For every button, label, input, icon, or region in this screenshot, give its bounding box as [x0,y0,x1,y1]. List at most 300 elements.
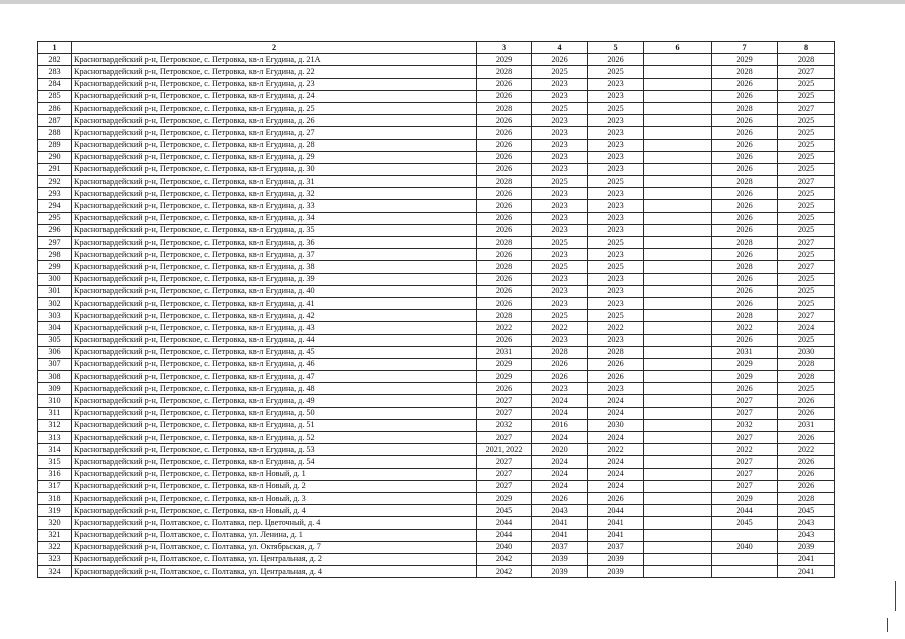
row-number-cell: 320 [38,517,72,529]
value-cell-4: 2024 [532,432,588,444]
value-cell-4: 2022 [532,322,588,334]
value-cell-4: 2024 [532,456,588,468]
table-row [38,553,835,565]
value-cell-8: 2025 [778,212,835,224]
value-cell-5: 2024 [588,407,644,419]
row-number-cell: 313 [38,432,72,444]
value-cell-7: 2026 [712,78,778,90]
document-page [37,41,834,578]
value-cell-4: 2023 [532,285,588,297]
value-cell-8: 2028 [778,492,835,504]
value-cell-8: 2028 [778,54,835,66]
address-cell: Красногвардейский р-н, Петровское, с. Петровка, кв-л Егудина, д. 49 [72,395,477,407]
address-cell: Красногвардейский р-н, Петровское, с. Петровка, кв-л Егудина, д. 45 [72,346,477,358]
table-row [38,541,835,553]
value-cell-8: 2027 [778,261,835,273]
row-number-cell: 282 [38,54,72,66]
value-cell-8: 2025 [778,78,835,90]
value-cell-5: 2041 [588,529,644,541]
row-number-cell: 324 [38,566,72,578]
value-cell-3: 2026 [477,115,532,127]
value-cell-7: 2026 [712,224,778,236]
value-cell-7: 2027 [712,407,778,419]
value-cell-4: 2024 [532,407,588,419]
value-cell-3: 2026 [477,297,532,309]
address-cell: Красногвардейский р-н, Петровское, с. Петровка, кв-л Егудина, д. 28 [72,139,477,151]
value-cell-8: 2026 [778,456,835,468]
table-row [38,200,835,212]
value-cell-5: 2039 [588,566,644,578]
table-row [38,297,835,309]
table-row [38,224,835,236]
value-cell-7: 2028 [712,261,778,273]
value-cell-8: 2025 [778,90,835,102]
value-cell-6 [644,407,712,419]
table-row [38,346,835,358]
value-cell-8: 2025 [778,127,835,139]
value-cell-5: 2025 [588,261,644,273]
row-number-cell: 302 [38,297,72,309]
value-cell-6 [644,163,712,175]
column-header-8: 8 [778,42,835,54]
address-cell: Красногвардейский р-н, Петровское, с. Петровка, кв-л Егудина, д. 46 [72,358,477,370]
value-cell-3: 2027 [477,456,532,468]
value-cell-4: 2023 [532,273,588,285]
value-cell-5: 2044 [588,505,644,517]
column-header-3: 3 [477,42,532,54]
housing-schedule-table [37,41,835,578]
value-cell-6 [644,188,712,200]
value-cell-8: 2030 [778,346,835,358]
value-cell-5: 2023 [588,224,644,236]
value-cell-5: 2023 [588,285,644,297]
address-cell: Красногвардейский р-н, Петровское, с. Петровка, кв-л Егудина, д. 48 [72,383,477,395]
row-number-cell: 301 [38,285,72,297]
value-cell-4: 2024 [532,480,588,492]
value-cell-4: 2023 [532,200,588,212]
value-cell-3: 2026 [477,383,532,395]
table-row [38,444,835,456]
table-row [38,151,835,163]
table-row [38,517,835,529]
row-number-cell: 283 [38,66,72,78]
value-cell-6 [644,553,712,565]
value-cell-3: 2029 [477,371,532,383]
value-cell-8: 2028 [778,358,835,370]
address-cell: Красногвардейский р-н, Петровское, с. Петровка, кв-л Новый, д. 1 [72,468,477,480]
table-row [38,334,835,346]
value-cell-4: 2028 [532,346,588,358]
row-number-cell: 284 [38,78,72,90]
value-cell-5: 2023 [588,297,644,309]
value-cell-5: 2022 [588,444,644,456]
value-cell-4: 2023 [532,334,588,346]
row-number-cell: 322 [38,541,72,553]
value-cell-5: 2023 [588,115,644,127]
value-cell-3: 2027 [477,395,532,407]
value-cell-4: 2023 [532,151,588,163]
margin-tick-right [895,581,896,611]
table-row [38,395,835,407]
address-cell: Красногвардейский р-н, Петровское, с. Петровка, кв-л Новый, д. 2 [72,480,477,492]
value-cell-4: 2039 [532,553,588,565]
value-cell-5: 2023 [588,127,644,139]
row-number-cell: 312 [38,419,72,431]
value-cell-7: 2028 [712,237,778,249]
value-cell-3: 2032 [477,419,532,431]
value-cell-3: 2029 [477,358,532,370]
row-number-cell: 305 [38,334,72,346]
value-cell-4: 2024 [532,468,588,480]
value-cell-8: 2025 [778,163,835,175]
address-cell: Красногвардейский р-н, Петровское, с. Петровка, кв-л Егудина, д. 27 [72,127,477,139]
address-cell: Красногвардейский р-н, Петровское, с. Петровка, кв-л Егудина, д. 33 [72,200,477,212]
value-cell-3: 2026 [477,200,532,212]
value-cell-6 [644,444,712,456]
value-cell-6 [644,261,712,273]
table-row [38,90,835,102]
address-cell: Красногвардейский р-н, Петровское, с. Петровка, кв-л Егудина, д. 23 [72,78,477,90]
address-cell: Красногвардейский р-н, Петровское, с. Петровка, кв-л Егудина, д. 47 [72,371,477,383]
value-cell-8: 2026 [778,432,835,444]
address-cell: Красногвардейский р-н, Полтавское, с. Полтавка, ул. Октябрьская, д. 7 [72,541,477,553]
value-cell-7: 2040 [712,541,778,553]
value-cell-8: 2022 [778,444,835,456]
value-cell-5: 2023 [588,383,644,395]
value-cell-6 [644,468,712,480]
value-cell-7: 2026 [712,273,778,285]
value-cell-6 [644,78,712,90]
table-row [38,273,835,285]
value-cell-6 [644,54,712,66]
value-cell-6 [644,151,712,163]
value-cell-5: 2023 [588,212,644,224]
value-cell-6 [644,505,712,517]
value-cell-4: 2025 [532,310,588,322]
value-cell-8: 2027 [778,102,835,114]
row-number-cell: 315 [38,456,72,468]
value-cell-5: 2024 [588,432,644,444]
value-cell-6 [644,419,712,431]
address-cell: Красногвардейский р-н, Петровское, с. Петровка, кв-л Егудина, д. 40 [72,285,477,297]
value-cell-6 [644,139,712,151]
value-cell-8: 2024 [778,322,835,334]
table-row [38,358,835,370]
value-cell-3: 2044 [477,529,532,541]
address-cell: Красногвардейский р-н, Петровское, с. Петровка, кв-л Егудина, д. 30 [72,163,477,175]
value-cell-7: 2044 [712,505,778,517]
value-cell-8: 2025 [778,200,835,212]
value-cell-4: 2026 [532,54,588,66]
value-cell-6 [644,371,712,383]
value-cell-7: 2027 [712,395,778,407]
value-cell-6 [644,310,712,322]
row-number-cell: 316 [38,468,72,480]
value-cell-4: 2023 [532,249,588,261]
value-cell-5: 2026 [588,358,644,370]
table-row [38,102,835,114]
table-row [38,492,835,504]
value-cell-5: 2022 [588,322,644,334]
address-cell: Красногвардейский р-н, Петровское, с. Петровка, кв-л Егудина, д. 21А [72,54,477,66]
value-cell-4: 2041 [532,529,588,541]
value-cell-7: 2027 [712,480,778,492]
table-row [38,176,835,188]
row-number-cell: 298 [38,249,72,261]
value-cell-3: 2027 [477,432,532,444]
row-number-cell: 323 [38,553,72,565]
value-cell-3: 2042 [477,553,532,565]
value-cell-5: 2039 [588,553,644,565]
value-cell-5: 2026 [588,492,644,504]
value-cell-4: 2023 [532,224,588,236]
row-number-cell: 308 [38,371,72,383]
address-cell: Красногвардейский р-н, Петровское, с. Петровка, кв-л Егудина, д. 35 [72,224,477,236]
row-number-cell: 306 [38,346,72,358]
value-cell-7: 2027 [712,432,778,444]
value-cell-7 [712,553,778,565]
value-cell-7: 2026 [712,334,778,346]
value-cell-3: 2026 [477,249,532,261]
address-cell: Красногвардейский р-н, Петровское, с. Петровка, кв-л Егудина, д. 51 [72,419,477,431]
table-row [38,163,835,175]
table-row [38,322,835,334]
address-cell: Красногвардейский р-н, Петровское, с. Петровка, кв-л Егудина, д. 22 [72,66,477,78]
value-cell-5: 2023 [588,151,644,163]
value-cell-5: 2037 [588,541,644,553]
table-row [38,66,835,78]
address-cell: Красногвардейский р-н, Петровское, с. Петровка, кв-л Егудина, д. 44 [72,334,477,346]
address-cell: Красногвардейский р-н, Петровское, с. Петровка, кв-л Егудина, д. 31 [72,176,477,188]
value-cell-4: 2025 [532,237,588,249]
value-cell-5: 2023 [588,90,644,102]
address-cell: Красногвардейский р-н, Петровское, с. Петровка, кв-л Новый, д. 3 [72,492,477,504]
value-cell-3: 2026 [477,90,532,102]
value-cell-6 [644,432,712,444]
value-cell-7: 2026 [712,163,778,175]
address-cell: Красногвардейский р-н, Петровское, с. Петровка, кв-л Егудина, д. 42 [72,310,477,322]
row-number-cell: 321 [38,529,72,541]
table-row [38,529,835,541]
address-cell: Красногвардейский р-н, Полтавское, с. Полтавка, ул. Ленина, д. 1 [72,529,477,541]
value-cell-8: 2026 [778,468,835,480]
row-number-cell: 318 [38,492,72,504]
value-cell-6 [644,273,712,285]
value-cell-4: 2023 [532,139,588,151]
value-cell-5: 2024 [588,468,644,480]
address-cell: Красногвардейский р-н, Петровское, с. Петровка, кв-л Новый, д. 4 [72,505,477,517]
row-number-cell: 300 [38,273,72,285]
value-cell-7 [712,529,778,541]
table-row [38,432,835,444]
row-number-cell: 292 [38,176,72,188]
value-cell-4: 2023 [532,163,588,175]
value-cell-8: 2027 [778,176,835,188]
value-cell-3: 2028 [477,261,532,273]
table-row [38,261,835,273]
row-number-cell: 304 [38,322,72,334]
value-cell-7: 2026 [712,151,778,163]
value-cell-8: 2025 [778,115,835,127]
value-cell-8: 2026 [778,480,835,492]
address-cell: Красногвардейский р-н, Полтавское, с. Полтавка, ул. Центральная, д. 2 [72,553,477,565]
value-cell-6 [644,517,712,529]
row-number-cell: 289 [38,139,72,151]
value-cell-4: 2020 [532,444,588,456]
value-cell-6 [644,285,712,297]
value-cell-4: 2037 [532,541,588,553]
value-cell-8: 2027 [778,237,835,249]
value-cell-7: 2022 [712,444,778,456]
value-cell-8: 2031 [778,419,835,431]
value-cell-3: 2028 [477,176,532,188]
value-cell-8: 2025 [778,224,835,236]
address-cell: Красногвардейский р-н, Полтавское, с. Полтавка, пер. Цветочный, д. 4 [72,517,477,529]
table-row [38,419,835,431]
value-cell-6 [644,322,712,334]
value-cell-5: 2025 [588,310,644,322]
value-cell-7: 2028 [712,102,778,114]
value-cell-7: 2028 [712,176,778,188]
value-cell-6 [644,492,712,504]
value-cell-7: 2029 [712,492,778,504]
value-cell-7: 2026 [712,212,778,224]
table-row [38,456,835,468]
value-cell-4: 2041 [532,517,588,529]
value-cell-6 [644,297,712,309]
value-cell-4: 2025 [532,176,588,188]
value-cell-7: 2022 [712,322,778,334]
address-cell: Красногвардейский р-н, Петровское, с. Петровка, кв-л Егудина, д. 34 [72,212,477,224]
value-cell-8: 2043 [778,517,835,529]
table-row [38,310,835,322]
value-cell-4: 2016 [532,419,588,431]
value-cell-5: 2023 [588,78,644,90]
value-cell-4: 2025 [532,261,588,273]
value-cell-3: 2026 [477,273,532,285]
address-cell: Красногвардейский р-н, Петровское, с. Петровка, кв-л Егудина, д. 41 [72,297,477,309]
value-cell-4: 2039 [532,566,588,578]
value-cell-3: 2044 [477,517,532,529]
value-cell-7: 2026 [712,297,778,309]
value-cell-6 [644,66,712,78]
column-header-7: 7 [712,42,778,54]
value-cell-3: 2028 [477,237,532,249]
value-cell-7: 2028 [712,66,778,78]
value-cell-7: 2026 [712,139,778,151]
row-number-cell: 294 [38,200,72,212]
row-number-cell: 299 [38,261,72,273]
value-cell-4: 2043 [532,505,588,517]
value-cell-6 [644,529,712,541]
value-cell-8: 2025 [778,249,835,261]
row-number-cell: 303 [38,310,72,322]
value-cell-3: 2026 [477,163,532,175]
value-cell-4: 2023 [532,115,588,127]
value-cell-7: 2026 [712,127,778,139]
row-number-cell: 310 [38,395,72,407]
value-cell-8: 2039 [778,541,835,553]
value-cell-6 [644,224,712,236]
value-cell-5: 2023 [588,334,644,346]
column-header-5: 5 [588,42,644,54]
value-cell-5: 2024 [588,395,644,407]
column-header-6: 6 [644,42,712,54]
table-row [38,249,835,261]
value-cell-5: 2026 [588,371,644,383]
address-cell: Красногвардейский р-н, Петровское, с. Петровка, кв-л Егудина, д. 52 [72,432,477,444]
value-cell-7: 2026 [712,383,778,395]
row-number-cell: 285 [38,90,72,102]
value-cell-3: 2026 [477,151,532,163]
table-row [38,139,835,151]
table-row [38,383,835,395]
value-cell-3: 2026 [477,127,532,139]
value-cell-4: 2024 [532,395,588,407]
value-cell-6 [644,566,712,578]
value-cell-6 [644,90,712,102]
value-cell-8: 2041 [778,553,835,565]
value-cell-3: 2026 [477,78,532,90]
value-cell-7: 2028 [712,310,778,322]
table-header-row [38,42,835,54]
value-cell-8: 2027 [778,66,835,78]
value-cell-3: 2026 [477,188,532,200]
value-cell-7: 2026 [712,249,778,261]
table-row [38,54,835,66]
value-cell-8: 2025 [778,383,835,395]
value-cell-7: 2026 [712,90,778,102]
value-cell-6 [644,176,712,188]
address-cell: Красногвардейский р-н, Петровское, с. Петровка, кв-л Егудина, д. 50 [72,407,477,419]
table-row [38,407,835,419]
value-cell-6 [644,358,712,370]
value-cell-6 [644,249,712,261]
address-cell: Красногвардейский р-н, Петровское, с. Петровка, кв-л Егудина, д. 36 [72,237,477,249]
margin-tick-right-lower [887,618,888,632]
address-cell: Красногвардейский р-н, Петровское, с. Петровка, кв-л Егудина, д. 29 [72,151,477,163]
value-cell-5: 2023 [588,188,644,200]
address-cell: Красногвардейский р-н, Петровское, с. Петровка, кв-л Егудина, д. 26 [72,115,477,127]
column-header-4: 4 [532,42,588,54]
value-cell-8: 2025 [778,188,835,200]
value-cell-5: 2025 [588,102,644,114]
value-cell-8: 2025 [778,334,835,346]
value-cell-4: 2023 [532,78,588,90]
value-cell-5: 2024 [588,480,644,492]
value-cell-4: 2023 [532,188,588,200]
value-cell-6 [644,383,712,395]
address-cell: Красногвардейский р-н, Петровское, с. Петровка, кв-л Егудина, д. 53 [72,444,477,456]
value-cell-3: 2027 [477,480,532,492]
value-cell-6 [644,456,712,468]
value-cell-8: 2028 [778,371,835,383]
address-cell: Красногвардейский р-н, Петровское, с. Петровка, кв-л Егудина, д. 24 [72,90,477,102]
value-cell-3: 2026 [477,334,532,346]
value-cell-3: 2027 [477,407,532,419]
table-row [38,285,835,297]
value-cell-3: 2028 [477,102,532,114]
table-row [38,127,835,139]
value-cell-7: 2045 [712,517,778,529]
value-cell-7: 2026 [712,115,778,127]
value-cell-6 [644,480,712,492]
value-cell-3: 2029 [477,492,532,504]
value-cell-4: 2026 [532,492,588,504]
value-cell-7: 2029 [712,54,778,66]
value-cell-7: 2029 [712,371,778,383]
value-cell-5: 2023 [588,200,644,212]
